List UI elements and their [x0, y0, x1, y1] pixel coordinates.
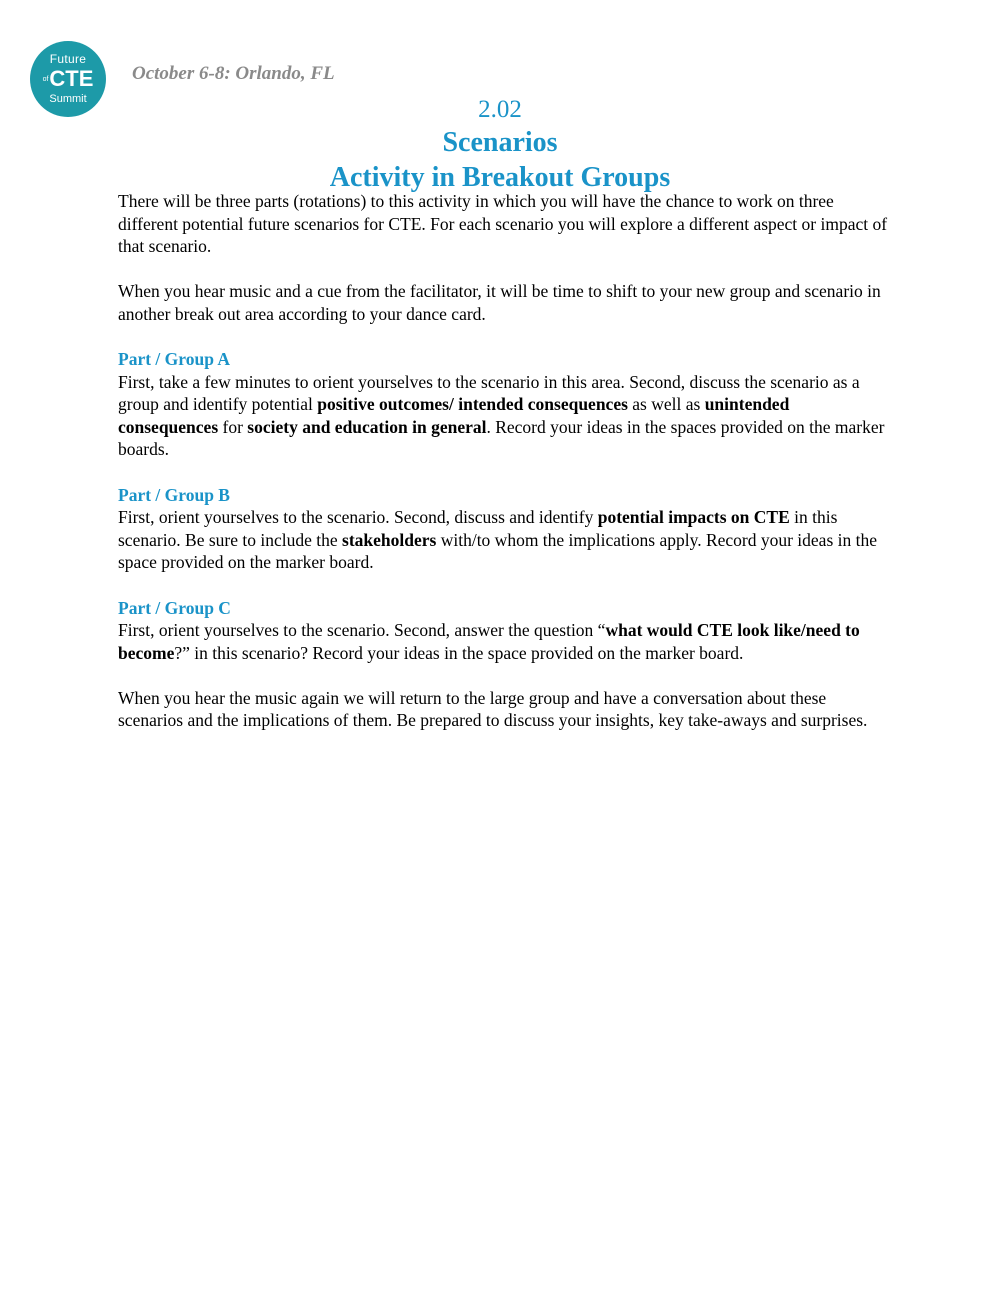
closing-paragraph: When you hear the music again we will return to the large group and have a conversation about these scenarios and the implications of them. Be prepared to discuss your insights, key take-aways and surprises. — [118, 687, 868, 730]
part-c-bold-1: what would CTE look like/need to become — [118, 620, 860, 663]
part-b-text-3: with/to whom the implications apply. Record your ideas in the space provided on the marker board. — [118, 529, 878, 572]
logo-cte: CTE — [49, 66, 94, 91]
logo-line-future: Future — [49, 52, 87, 66]
part-b-bold-2: stakeholders — [342, 529, 437, 550]
part-a-text-4: . Record your ideas in the spaces provided on the marker boards. — [118, 416, 885, 459]
part-b-text-1: First, orient yourselves to the scenario. Second, discuss and identify — [118, 507, 598, 527]
logo-line-cte — [30, 66, 106, 93]
part-c-text-1: First, orient yourselves to the scenario. Second, answer the question “ — [118, 620, 606, 640]
title-activity: Activity in Breakout Groups — [329, 162, 671, 193]
section-number: 2.02 — [478, 96, 522, 123]
part-a-bold-3: society and education in general — [247, 416, 487, 437]
part-a-bold-1: positive outcomes/ intended consequences — [317, 394, 628, 414]
part-a-paragraph — [118, 371, 888, 461]
part-a-text-2: as well as — [627, 394, 705, 414]
part-a-heading: Part / Group A — [118, 349, 230, 369]
part-c-text-2: ?” in this scenario? Record your ideas in the space provided on the marker board. — [174, 642, 744, 663]
part-b-bold-1: potential impacts on CTE — [597, 507, 790, 527]
event-dateline: October 6-8: Orlando, FL — [132, 63, 335, 84]
part-a-text-3: for — [218, 416, 248, 437]
part-a-bold-2: unintended consequences — [118, 394, 790, 437]
document-body — [118, 190, 888, 732]
part-b-paragraph — [118, 506, 888, 574]
part-c-paragraph — [118, 619, 888, 664]
logo-of: of — [42, 76, 49, 84]
intro-paragraph-1: There will be three parts (rotations) to this activity in which you will have the chance to work on three different potential future scenarios for CTE. For each scenario you will explore a different aspect or impact of that scenario. — [118, 191, 888, 256]
part-c-heading: Part / Group C — [118, 597, 231, 618]
part-b-text-2: in this scenario. Be sure to include the — [118, 507, 838, 550]
document-title — [0, 95, 1000, 195]
part-a-text-1: First, take a few minutes to orient yourselves to the scenario in this area. Second, discuss the scenario as a group and identify potential — [118, 371, 860, 414]
intro-paragraph-2: When you hear music and a cue from the facilitator, it will be time to shift to your new group and scenario in another break out area according to your dance card. — [118, 281, 881, 324]
logo-line-summit: Summit — [49, 93, 87, 105]
part-b-heading: Part / Group B — [118, 484, 230, 505]
title-scenarios: Scenarios — [442, 127, 558, 158]
